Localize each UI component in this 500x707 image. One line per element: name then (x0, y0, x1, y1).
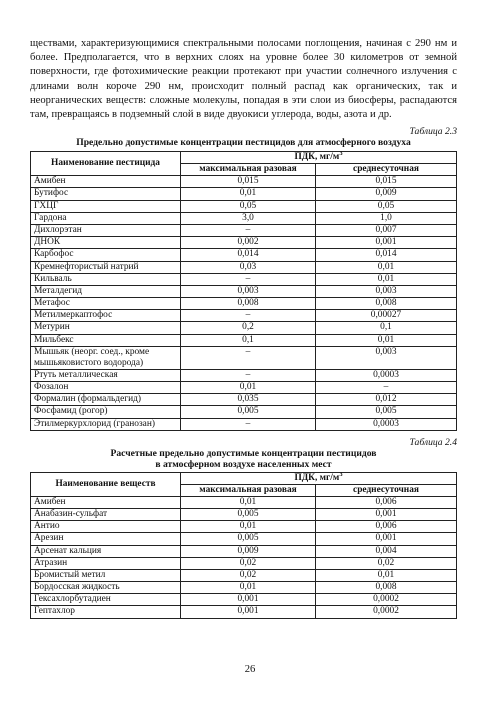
cell-name: Этилмеркурхлорид (гранозан) (31, 418, 181, 430)
cell-max: 0,003 (181, 285, 316, 297)
cell-avg: – (316, 382, 457, 394)
cell-name: Дихлорэтан (31, 224, 181, 236)
cell-max: – (181, 418, 316, 430)
cell-name: ГХЦГ (31, 200, 181, 212)
cell-avg: 0,009 (316, 188, 457, 200)
table-row (31, 533, 457, 545)
table-row (31, 569, 457, 581)
table2-title-line1: Расчетные предельно допустимые концентрации пестицидов (110, 447, 377, 459)
table-row (31, 212, 457, 224)
cell-max: 0,05 (181, 200, 316, 212)
table-row (31, 200, 457, 212)
cell-avg: 0,01 (316, 334, 457, 346)
table-row (31, 346, 457, 369)
cell-max: 0,005 (181, 533, 316, 545)
cell-avg: 0,1 (316, 322, 457, 334)
cell-avg: 0,0002 (316, 594, 457, 606)
table-row (31, 310, 457, 322)
cell-max: 0,015 (181, 176, 316, 188)
cell-max: 0,03 (181, 261, 316, 273)
cell-name: Гардона (31, 212, 181, 224)
table-row (31, 406, 457, 418)
cell-avg: 0,008 (316, 582, 457, 594)
cell-name: Кремнефтористый натрий (31, 261, 181, 273)
cell-avg: 0,007 (316, 224, 457, 236)
column-header-pdk: ПДК, $мг/м^3$ (181, 472, 457, 484)
cell-max: 0,2 (181, 322, 316, 334)
cell-max: – (181, 273, 316, 285)
cell-max: 0,005 (181, 508, 316, 520)
table2-title-line2: в атмосферном воздухе населенных мест (155, 458, 332, 470)
cell-max: – (181, 346, 316, 369)
cell-name: Амибен (31, 176, 181, 188)
table-row (31, 418, 457, 430)
cell-max: 0,01 (181, 496, 316, 508)
column-header-pdk: ПДК, $мг/м^3$ (181, 152, 457, 164)
cell-name: Гептахлор (31, 606, 181, 618)
cell-name: Мильбекс (31, 334, 181, 346)
cell-avg: 0,005 (316, 406, 457, 418)
cell-max: 0,005 (181, 406, 316, 418)
cell-max: 0,01 (181, 188, 316, 200)
cell-name: Мышьяк (неорг. соед., кроме мышьяковистого водорода) (31, 346, 181, 369)
body-paragraph: ществами, характеризующимися спектральными полосами поглощения, начиная с 290 нм и более. Предполагается, что в верхних слоях на уровне более 30 километров от земной поверхности, где фотохимические реакции протекают при участии солнечного излучения с длинами волн короче 290 нм, происходит полный распад как органических, так и неорганических веществ: сложные молекулы, попадая в эти слои из биосферы, распадаются там, превращаясь в подземный слой в виде двуокиси углерода, воды, азота и др. (30, 38, 457, 121)
cell-max: 0,02 (181, 569, 316, 581)
cell-max: 0,035 (181, 394, 316, 406)
table2-number: Таблица 2.4 (409, 436, 457, 448)
table-row (31, 382, 457, 394)
cell-max: – (181, 224, 316, 236)
cell-name: Формалин (формальдегид) (31, 394, 181, 406)
cell-avg: 0,001 (316, 533, 457, 545)
table-row (31, 582, 457, 594)
cell-avg: 0,001 (316, 237, 457, 249)
table-row (31, 521, 457, 533)
table-row (31, 369, 457, 381)
cell-name: Арезин (31, 533, 181, 545)
column-header-name: Наименование пестицида (31, 152, 181, 176)
column-header-max: максимальная разовая (181, 164, 316, 176)
table-row (31, 249, 457, 261)
cell-max: – (181, 310, 316, 322)
cell-max: 0,001 (181, 594, 316, 606)
cell-max: 0,014 (181, 249, 316, 261)
cell-name: Кильваль (31, 273, 181, 285)
cell-max: 0,009 (181, 545, 316, 557)
cell-name: Метафос (31, 298, 181, 310)
table-header-row (31, 152, 457, 164)
cell-max: 0,008 (181, 298, 316, 310)
cell-name: Карбофос (31, 249, 181, 261)
cell-max: 0,002 (181, 237, 316, 249)
cell-avg: 0,006 (316, 521, 457, 533)
table-row (31, 261, 457, 273)
cell-avg: 0,02 (316, 557, 457, 569)
cell-avg: 0,014 (316, 249, 457, 261)
cell-max: 0,02 (181, 557, 316, 569)
pesticide-pdk-table (30, 151, 457, 431)
column-header-avg: среднесуточная (316, 164, 457, 176)
pesticide-estimated-pdk-table (30, 472, 457, 619)
cell-max: 0,01 (181, 521, 316, 533)
cell-avg: 0,01 (316, 569, 457, 581)
cell-name: Фосфамид (рогор) (31, 406, 181, 418)
cell-name: Антио (31, 521, 181, 533)
table-row (31, 237, 457, 249)
cell-max: 0,001 (181, 606, 316, 618)
cell-avg: 0,0003 (316, 369, 457, 381)
table-row (31, 298, 457, 310)
table-row (31, 394, 457, 406)
cell-name: Ртуть металлическая (31, 369, 181, 381)
table-row (31, 334, 457, 346)
cell-name: Бутифос (31, 188, 181, 200)
cell-avg: 0,008 (316, 298, 457, 310)
table-row (31, 557, 457, 569)
cell-name: Арсенат кальция (31, 545, 181, 557)
cell-avg: 0,004 (316, 545, 457, 557)
table-row (31, 594, 457, 606)
cell-name: Бромистый метил (31, 569, 181, 581)
page-number: 26 (244, 664, 256, 675)
document-page (30, 0, 457, 619)
table-row (31, 606, 457, 618)
column-header-max: максимальная разовая (181, 484, 316, 496)
table-row (31, 322, 457, 334)
cell-name: Анабазин-сульфат (31, 508, 181, 520)
cell-max: 0,01 (181, 382, 316, 394)
cell-name: Метилмеркаптофос (31, 310, 181, 322)
cell-avg: 0,0003 (316, 418, 457, 430)
table-row (31, 496, 457, 508)
cell-avg: 0,00027 (316, 310, 457, 322)
cell-name: Гексахлорбутадиен (31, 594, 181, 606)
cell-name: Атразин (31, 557, 181, 569)
table-row (31, 188, 457, 200)
cell-name: ДНОК (31, 237, 181, 249)
cell-max: 3,0 (181, 212, 316, 224)
table-row (31, 545, 457, 557)
cell-avg: 0,01 (316, 273, 457, 285)
cell-avg: 0,012 (316, 394, 457, 406)
table-row (31, 273, 457, 285)
cell-name: Металдегид (31, 285, 181, 297)
cell-max: 0,1 (181, 334, 316, 346)
cell-avg: 0,015 (316, 176, 457, 188)
table1-number: Таблица 2.3 (409, 126, 457, 138)
table-row (31, 285, 457, 297)
column-header-name: Наименование веществ (31, 472, 181, 496)
column-header-avg: среднесуточная (316, 484, 457, 496)
table-row (31, 176, 457, 188)
cell-avg: 0,05 (316, 200, 457, 212)
table-header-row (31, 472, 457, 484)
cell-name: Фозалон (31, 382, 181, 394)
cell-avg: 0,01 (316, 261, 457, 273)
table1-title: Предельно допустимые концентрации пестицидов для атмосферного воздуха (76, 137, 411, 149)
table-row (31, 224, 457, 236)
cell-max: – (181, 369, 316, 381)
cell-name: Метурин (31, 322, 181, 334)
cell-avg: 0,003 (316, 346, 457, 369)
cell-name: Бордосская жидкость (31, 582, 181, 594)
cell-name: Амибен (31, 496, 181, 508)
cell-max: 0,01 (181, 582, 316, 594)
cell-avg: 1,0 (316, 212, 457, 224)
table-row (31, 508, 457, 520)
cell-avg: 0,006 (316, 496, 457, 508)
cell-avg: 0,003 (316, 285, 457, 297)
cell-avg: 0,001 (316, 508, 457, 520)
cell-avg: 0,0002 (316, 606, 457, 618)
